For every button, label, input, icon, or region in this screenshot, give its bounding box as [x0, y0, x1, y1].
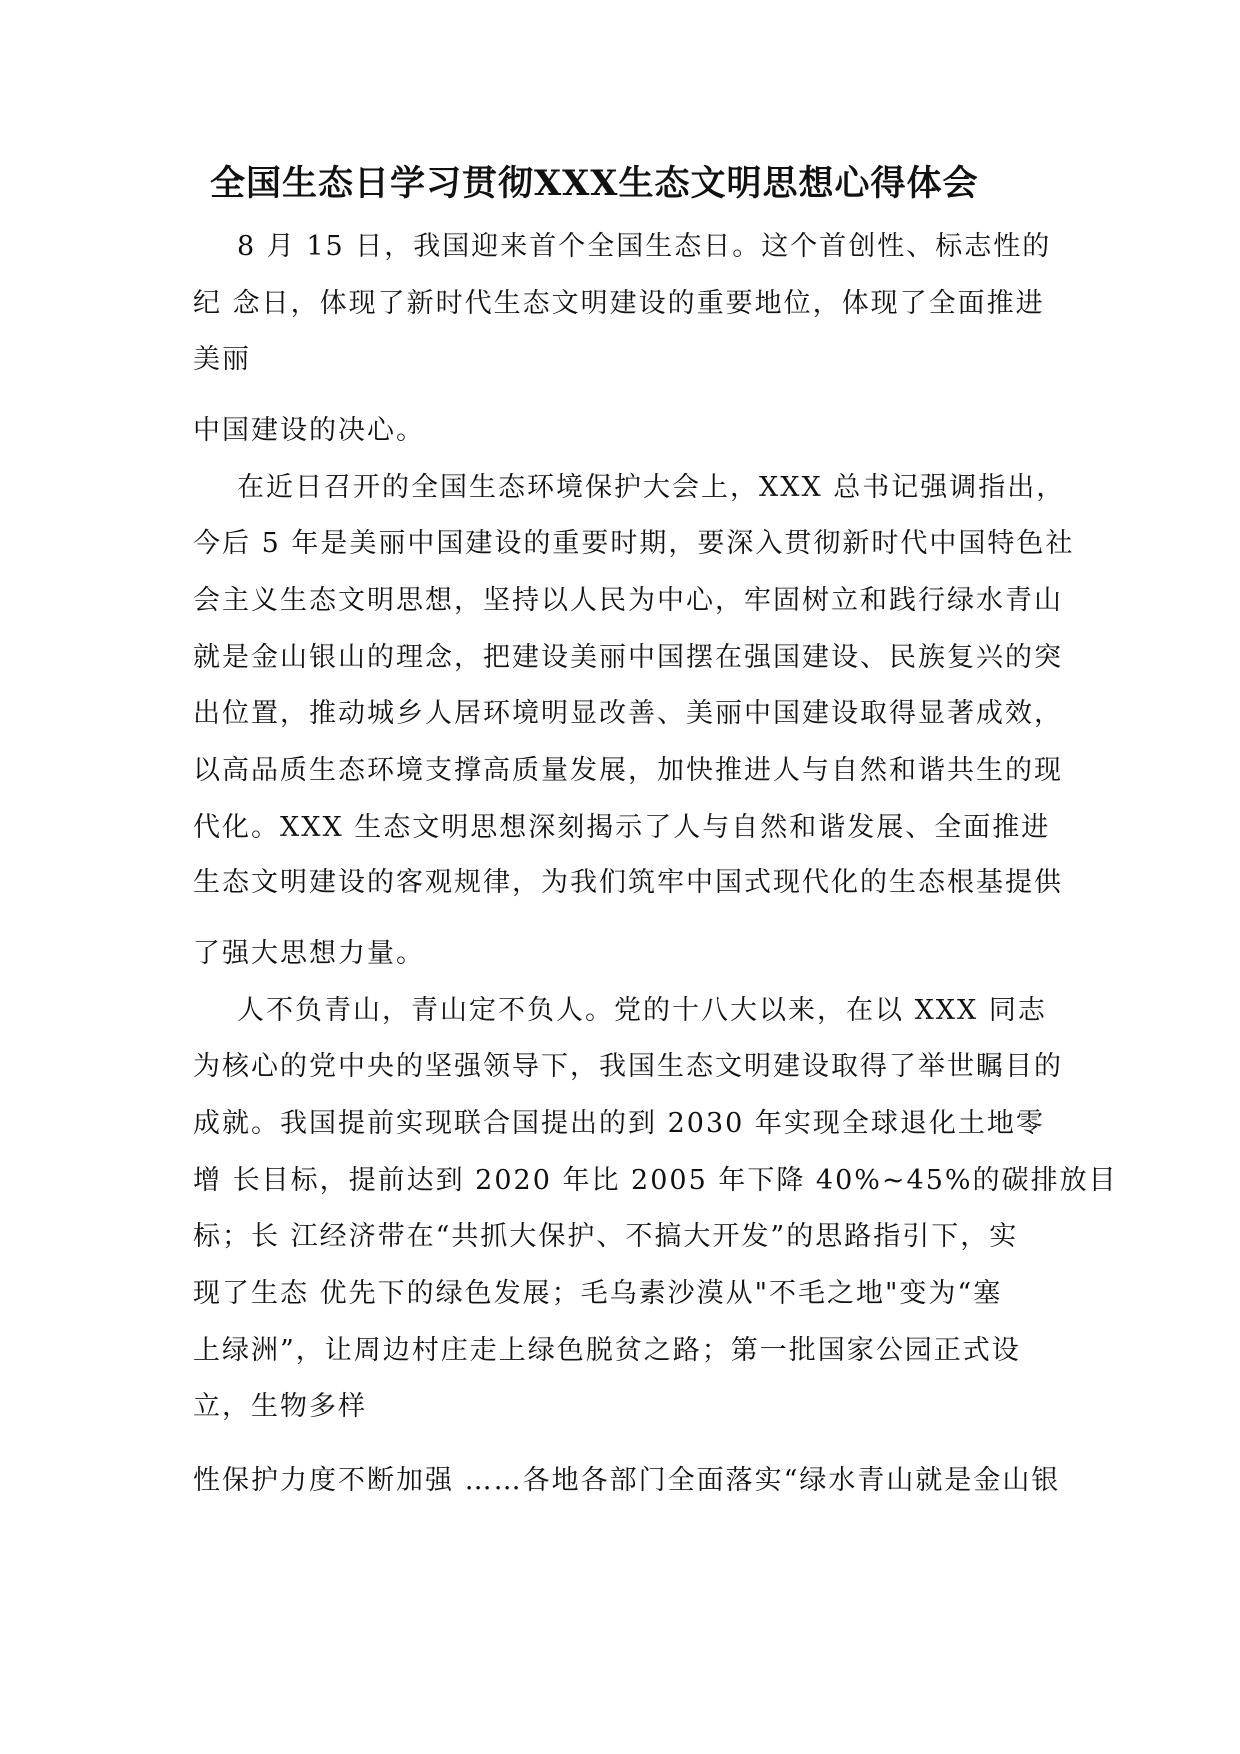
paragraph-line: 美丽 — [193, 344, 251, 375]
paragraph-line: 以高品质生态环境支撑高质量发展，加快推进人与自然和谐共生的现 — [193, 755, 1063, 786]
paragraph-line: 今后 5 年是美丽中国建设的重要时期，要深入贯彻新时代中国特色社 — [193, 528, 1075, 559]
paragraph-line: 就是金山银山的理念，把建设美丽中国摆在强国建设、民族复兴的突 — [193, 642, 1063, 673]
paragraph-line: 生态文明建设的客观规律，为我们筑牢中国式现代化的生态根基提供 — [193, 867, 1063, 898]
paragraph-line: 中国建设的决心。 — [193, 415, 425, 446]
paragraph-line: 了强大思想力量。 — [193, 938, 425, 969]
document-title: 全国生态日学习贯彻XXX生态文明思想心得体会 — [210, 163, 979, 204]
paragraph-line: 会主义生态文明思想，坚持以人民为中心，牢固树立和践行绿水青山 — [193, 585, 1063, 616]
paragraph-line: 性保护力度不断加强 ……各地各部门全面落实“绿水青山就是金山银 — [193, 1465, 1061, 1496]
paragraph-line: 纪 念日，体现了新时代生态文明建设的重要地位，体现了全面推进 — [193, 288, 1045, 319]
paragraph-line: 现了生态 优先下的绿色发展；毛乌素沙漠从"不毛之地"变为“塞 — [193, 1278, 1003, 1309]
paragraph-line: 成就。我国提前实现联合国提出的到 2030 年实现全球退化土地零 — [193, 1108, 1045, 1139]
paragraph-line: 标；长 江经济带在“共抓大保护、不搞大开发”的思路指引下，实 — [193, 1221, 1019, 1252]
paragraph-line: 出位置，推动城乡人居环境明显改善、美丽中国建设取得显著成效， — [193, 698, 1063, 729]
paragraph-line: 人不负青山，青山定不负人。党的十八大以来，在以 XXX 同志 — [237, 995, 1047, 1026]
paragraph-line: 立，生物多样 — [193, 1391, 367, 1422]
paragraph-line: 在近日召开的全国生态环境保护大会上，XXX 总书记强调指出， — [237, 472, 1066, 503]
paragraph-line: 上绿洲”，让周边村庄走上绿色脱贫之路；第一批国家公园正式设 — [193, 1335, 1021, 1366]
paragraph-line: 代化。XXX 生态文明思想深刻揭示了人与自然和谐发展、全面推进 — [193, 812, 1051, 843]
paragraph-line: 为核心的党中央的坚强领导下，我国生态文明建设取得了举世瞩目的 — [193, 1051, 1063, 1082]
paragraph-line: 8 月 15 日，我国迎来首个全国生态日。这个首创性、标志性的 — [237, 231, 1052, 262]
paragraph-line: 增 长目标，提前达到 2020 年比 2005 年下降 40%~45%的碳排放目 — [193, 1165, 1118, 1196]
